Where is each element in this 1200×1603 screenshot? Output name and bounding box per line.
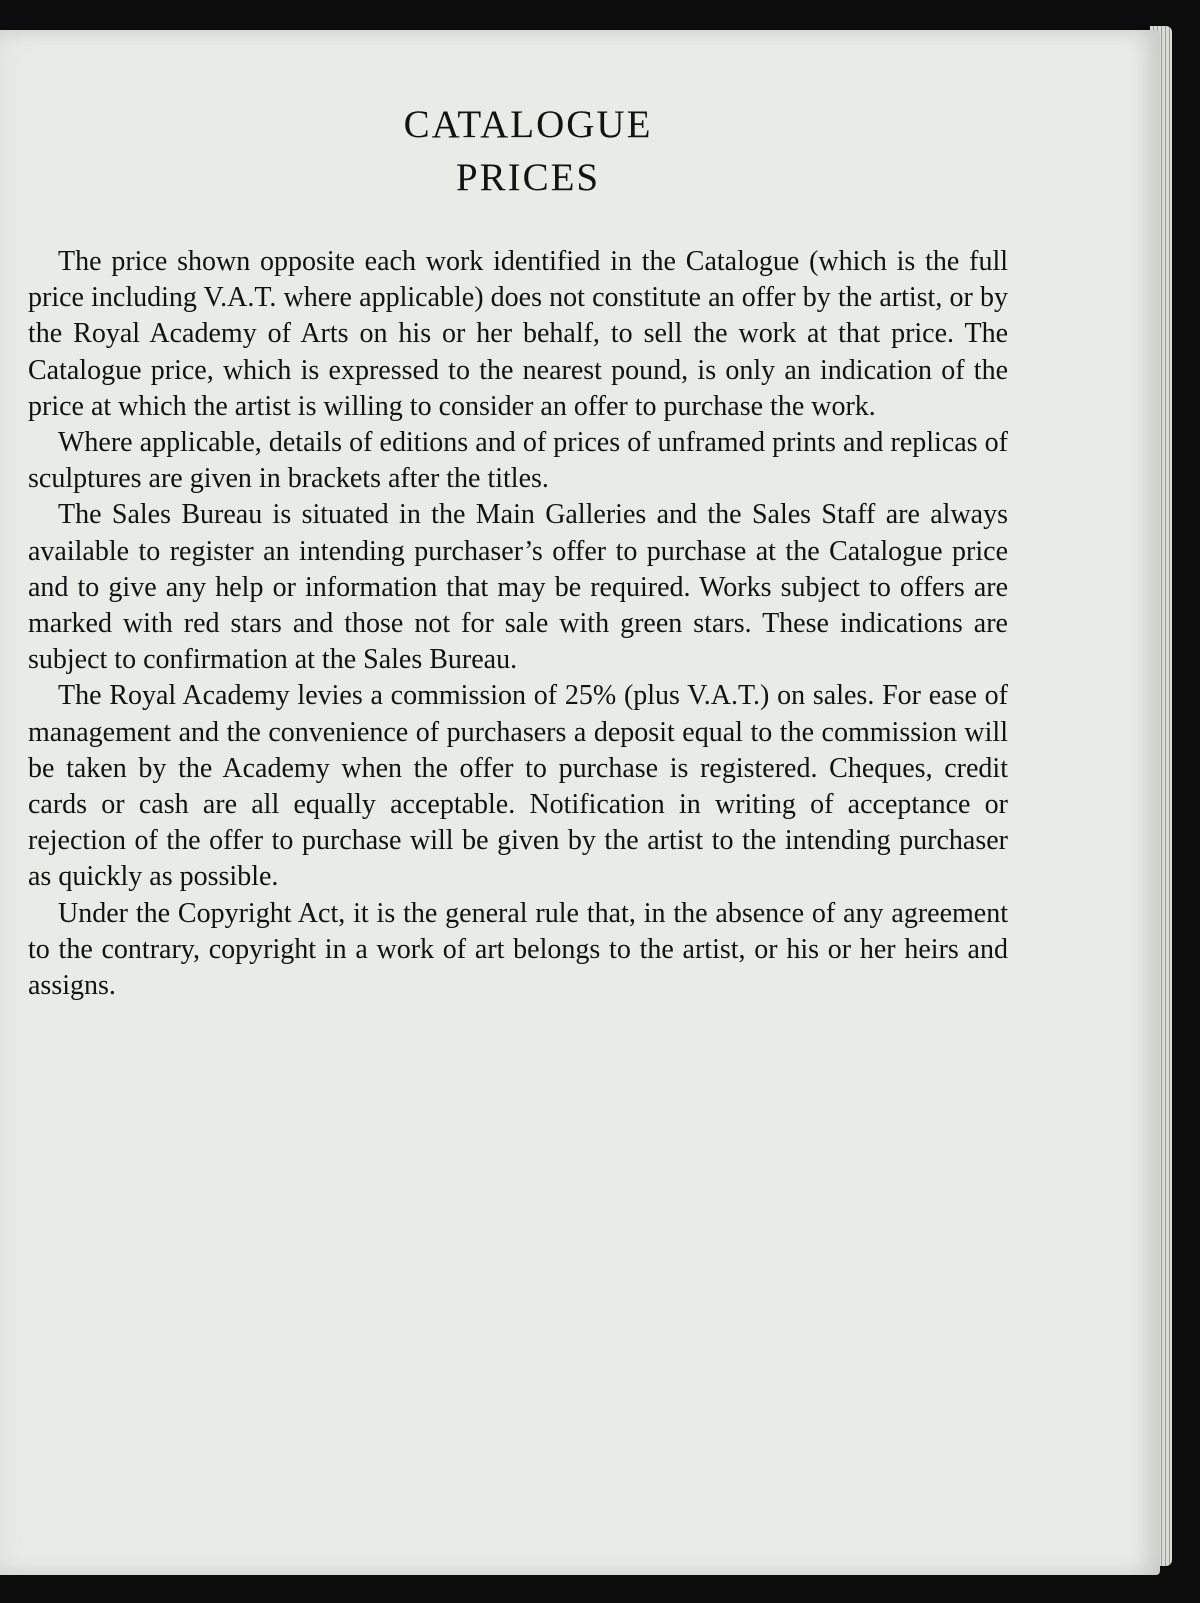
paragraph: Under the Copyright Act, it is the general rule that, in the absence of any agreement to the contrary, copyright in a work of art belongs to the artist, or his or her heirs and assigns. (28, 897, 1008, 1002)
title-line: PRICES (455, 156, 601, 199)
paragraph: Where applicable, details of editions and of prices of unframed prints and replicas of sculptures are given in brackets after the titles. (28, 427, 1008, 495)
page-title (28, 98, 1008, 204)
body-text (28, 244, 1008, 1004)
catalogue-page (0, 30, 1160, 1575)
page-content (28, 98, 1008, 1004)
paragraph: The Royal Academy levies a commission of 25% (plus V.A.T.) on sales. For ease of management and the convenience of purchasers a deposit equal to the commission will be taken by the Academy when the offer to purchase is registered. Cheques, credit cards or cash are all equally acceptable. Notification in writing of acceptance or rejection of the offer to purchase will be given by the artist to the intending purchaser as quickly as possible. (28, 680, 1008, 893)
paragraph: The Sales Bureau is situated in the Main Galleries and the Sales Staff are always available to register an intending purchaser’s offer to purchase at the Catalogue price and to give any help or information that may be required. Works subject to offers are marked with red stars and those not for sale with green stars. These indications are subject to confirmation at the Sales Bureau. (28, 499, 1008, 676)
paragraph: The price shown opposite each work identified in the Catalogue (which is the full price including V.A.T. where applicable) does not constitute an offer by the artist, or by the Royal Academy of Arts on his or her behalf, to sell the work at that price. The Catalogue price, which is expressed to the nearest pound, is only an indication of the price at which the artist is willing to consider an offer to purchase the work. (28, 246, 1008, 422)
title-line: CATALOGUE (403, 103, 653, 146)
